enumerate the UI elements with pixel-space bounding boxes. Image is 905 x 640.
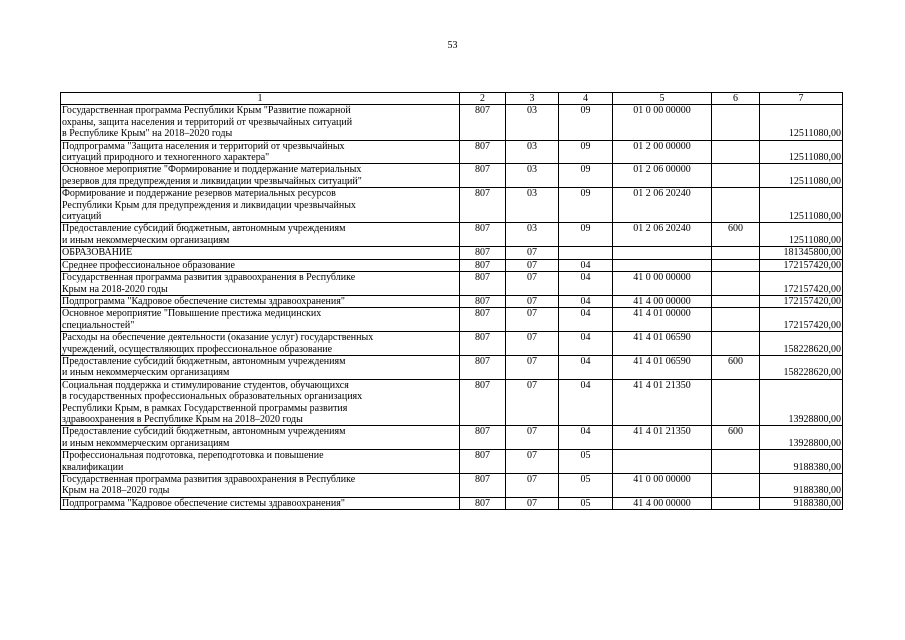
target-article-cell: 41 4 01 00000 [613,308,712,332]
expense-type-cell: 600 [712,223,760,247]
row-name-line: Предоставление субсидий бюджетным, автономным учреждениям [62,355,346,367]
target-article-cell: 41 4 00 00000 [613,295,712,307]
table-row [61,379,843,426]
expense-type-cell [712,188,760,223]
amount-cell: 9188380,00 [760,474,843,498]
row-name-line: Формирование и поддержание резервов материальных ресурсов [62,188,336,200]
row-name-line: Предоставление субсидий бюджетным, автономным учреждениям [62,223,346,235]
row-name-line: Социальная поддержка и стимулирование студентов, обучающихся [62,379,349,391]
amount-cell: 181345800,00 [760,247,843,259]
column-header: 1 [61,93,460,105]
row-name-cell [61,379,460,426]
row-name-cell [61,295,460,307]
amount-cell: 172157420,00 [760,272,843,296]
row-name-line: Крым на 2018-2020 годы [62,283,168,295]
table-row [61,497,843,509]
row-name-line: специальностей" [62,319,135,331]
expense-type-cell [712,497,760,509]
subsection-code-cell: 04 [559,332,613,356]
row-name-line: Республики Крым для предупреждения и ликвидации чрезвычайных [62,199,356,211]
amount-cell: 12511080,00 [760,164,843,188]
table-row [61,474,843,498]
amount-cell: 158228620,00 [760,355,843,379]
row-name-cell [61,188,460,223]
section-code-cell: 07 [506,295,559,307]
subsection-code-cell: 05 [559,497,613,509]
row-name-line: Основное мероприятие "Повышение престижа медицинских [62,308,322,320]
row-name-cell [61,223,460,247]
ministry-code-cell: 807 [460,308,506,332]
table-row [61,332,843,356]
row-name-line: охраны, защита населения и территорий от чрезвычайных ситуаций [62,116,353,128]
row-name-cell [61,474,460,498]
subsection-code-cell: 09 [559,105,613,140]
subsection-code-cell [559,247,613,259]
row-name-line: ситуаций [62,211,102,223]
row-name-cell [61,105,460,140]
row-name-line: квалификации [62,461,124,473]
row-name-line: в государственных профессиональных образовательных организациях [62,391,363,403]
section-code-cell: 07 [506,497,559,509]
expense-type-cell [712,164,760,188]
table-row [61,247,843,259]
row-name-line: учреждений, осуществляющих профессиональное образование [62,343,333,355]
row-name-cell [61,497,460,509]
row-name-line: Подпрограмма "Кадровое обеспечение системы здравоохранения" [62,295,345,307]
ministry-code-cell: 807 [460,105,506,140]
subsection-code-cell: 04 [559,272,613,296]
row-name-cell [61,450,460,474]
ministry-code-cell: 807 [460,140,506,164]
amount-cell: 158228620,00 [760,332,843,356]
row-name-cell [61,259,460,271]
row-name-line: Государственная программа развития здравоохранения в Республике [62,474,356,485]
table-row [61,164,843,188]
expense-type-cell [712,247,760,259]
row-name-cell [61,272,460,296]
target-article-cell [613,259,712,271]
subsection-code-cell: 04 [559,259,613,271]
amount-cell: 13928800,00 [760,426,843,450]
target-article-cell: 41 4 01 06590 [613,355,712,379]
ministry-code-cell: 807 [460,497,506,509]
target-article-cell: 01 2 06 20240 [613,188,712,223]
row-name-line: Государственная программа Республики Крым "Развитие пожарной [62,105,351,117]
section-code-cell: 07 [506,308,559,332]
target-article-cell [613,247,712,259]
column-header: 6 [712,93,760,105]
column-header: 5 [613,93,712,105]
table-row [61,355,843,379]
table-row [61,105,843,140]
expense-type-cell [712,332,760,356]
row-name-line: Предоставление субсидий бюджетным, автономным учреждениям [62,426,346,438]
ministry-code-cell: 807 [460,164,506,188]
ministry-code-cell: 807 [460,272,506,296]
column-header: 7 [760,93,843,105]
row-name-cell [61,164,460,188]
target-article-cell: 41 4 00 00000 [613,497,712,509]
table-row [61,272,843,296]
table-row [61,259,843,271]
ministry-code-cell: 807 [460,474,506,498]
row-name-line: Крым на 2018–2020 годы [62,485,170,497]
expense-type-cell [712,379,760,426]
section-code-cell: 07 [506,355,559,379]
subsection-code-cell: 09 [559,223,613,247]
table-row [61,426,843,450]
expense-type-cell [712,474,760,498]
expense-type-cell [712,295,760,307]
table-row [61,450,843,474]
expense-type-cell [712,259,760,271]
ministry-code-cell: 807 [460,223,506,247]
row-name-line: в Республике Крым" на 2018–2020 годы [62,128,233,140]
budget-table [60,92,843,510]
expense-type-cell [712,140,760,164]
subsection-code-cell: 09 [559,188,613,223]
section-code-cell: 03 [506,140,559,164]
row-name-cell [61,355,460,379]
row-name-cell [61,426,460,450]
subsection-code-cell: 09 [559,164,613,188]
amount-cell: 12511080,00 [760,140,843,164]
subsection-code-cell: 05 [559,474,613,498]
section-code-cell: 07 [506,426,559,450]
section-code-cell: 03 [506,223,559,247]
target-article-cell: 41 4 01 21350 [613,426,712,450]
section-code-cell: 07 [506,379,559,426]
amount-cell: 9188380,00 [760,497,843,509]
table-row [61,295,843,307]
subsection-code-cell: 05 [559,450,613,474]
table-row [61,140,843,164]
column-header: 4 [559,93,613,105]
section-code-cell: 07 [506,474,559,498]
amount-cell: 12511080,00 [760,188,843,223]
column-header: 2 [460,93,506,105]
amount-cell: 12511080,00 [760,223,843,247]
target-article-cell: 41 4 01 06590 [613,332,712,356]
row-name-line: Профессиональная подготовка, переподготовка и повышение [62,450,324,462]
row-name-line: и иным некоммерческим организациям [62,367,230,379]
column-header: 3 [506,93,559,105]
expense-type-cell: 600 [712,355,760,379]
target-article-cell: 41 4 01 21350 [613,379,712,426]
section-code-cell: 03 [506,105,559,140]
ministry-code-cell: 807 [460,188,506,223]
table-row [61,188,843,223]
subsection-code-cell: 09 [559,140,613,164]
subsection-code-cell: 04 [559,295,613,307]
subsection-code-cell: 04 [559,308,613,332]
expense-type-cell [712,308,760,332]
target-article-cell: 41 0 00 00000 [613,272,712,296]
section-code-cell: 07 [506,450,559,474]
table-header-row [61,93,843,105]
section-code-cell: 07 [506,259,559,271]
section-code-cell: 03 [506,188,559,223]
target-article-cell: 01 2 06 20240 [613,223,712,247]
row-name-cell [61,140,460,164]
target-article-cell: 01 2 00 00000 [613,140,712,164]
row-name-line: Среднее профессиональное образование [62,259,235,271]
target-article-cell: 01 0 00 00000 [613,105,712,140]
amount-cell: 13928800,00 [760,379,843,426]
subsection-code-cell: 04 [559,379,613,426]
section-code-cell: 03 [506,164,559,188]
row-name-line: и иным некоммерческим организациям [62,234,230,246]
row-name-line: резервов для предупреждения и ликвидации чрезвычайных ситуаций" [62,175,362,187]
subsection-code-cell: 04 [559,355,613,379]
row-name-line: ситуаций природного и техногенного характера" [62,152,270,164]
ministry-code-cell: 807 [460,355,506,379]
row-name-cell [61,308,460,332]
ministry-code-cell: 807 [460,295,506,307]
table-row [61,223,843,247]
ministry-code-cell: 807 [460,450,506,474]
amount-cell: 172157420,00 [760,295,843,307]
expense-type-cell: 600 [712,426,760,450]
row-name-line: Расходы на обеспечение деятельности (оказание услуг) государственных [62,332,374,344]
ministry-code-cell: 807 [460,247,506,259]
row-name-line: Основное мероприятие "Формирование и поддержание материальных [62,164,362,176]
ministry-code-cell: 807 [460,426,506,450]
row-name-line: Подпрограмма "Защита населения и территорий от чрезвычайных [62,140,345,152]
row-name-line: и иным некоммерческим организациям [62,437,230,449]
amount-cell: 12511080,00 [760,105,843,140]
row-name-cell [61,247,460,259]
page-number: 53 [447,40,458,51]
row-name-line: Республики Крым, в рамках Государственной программы развития [62,402,348,414]
target-article-cell [613,450,712,474]
expense-type-cell [712,105,760,140]
ministry-code-cell: 807 [460,259,506,271]
expense-type-cell [712,272,760,296]
ministry-code-cell: 807 [460,332,506,356]
section-code-cell: 07 [506,247,559,259]
amount-cell: 172157420,00 [760,308,843,332]
amount-cell: 172157420,00 [760,259,843,271]
amount-cell: 9188380,00 [760,450,843,474]
section-code-cell: 07 [506,272,559,296]
row-name-line: ОБРАЗОВАНИЕ [62,247,133,259]
row-name-line: здравоохранения в Республике Крым на 2018–2020 годы [62,413,303,425]
target-article-cell: 41 0 00 00000 [613,474,712,498]
ministry-code-cell: 807 [460,379,506,426]
row-name-cell [61,332,460,356]
section-code-cell: 07 [506,332,559,356]
subsection-code-cell: 04 [559,426,613,450]
table-row [61,308,843,332]
row-name-line: Государственная программа развития здравоохранения в Республике [62,272,356,284]
row-name-line: Подпрограмма "Кадровое обеспечение системы здравоохранения" [62,497,345,509]
target-article-cell: 01 2 06 00000 [613,164,712,188]
expense-type-cell [712,450,760,474]
